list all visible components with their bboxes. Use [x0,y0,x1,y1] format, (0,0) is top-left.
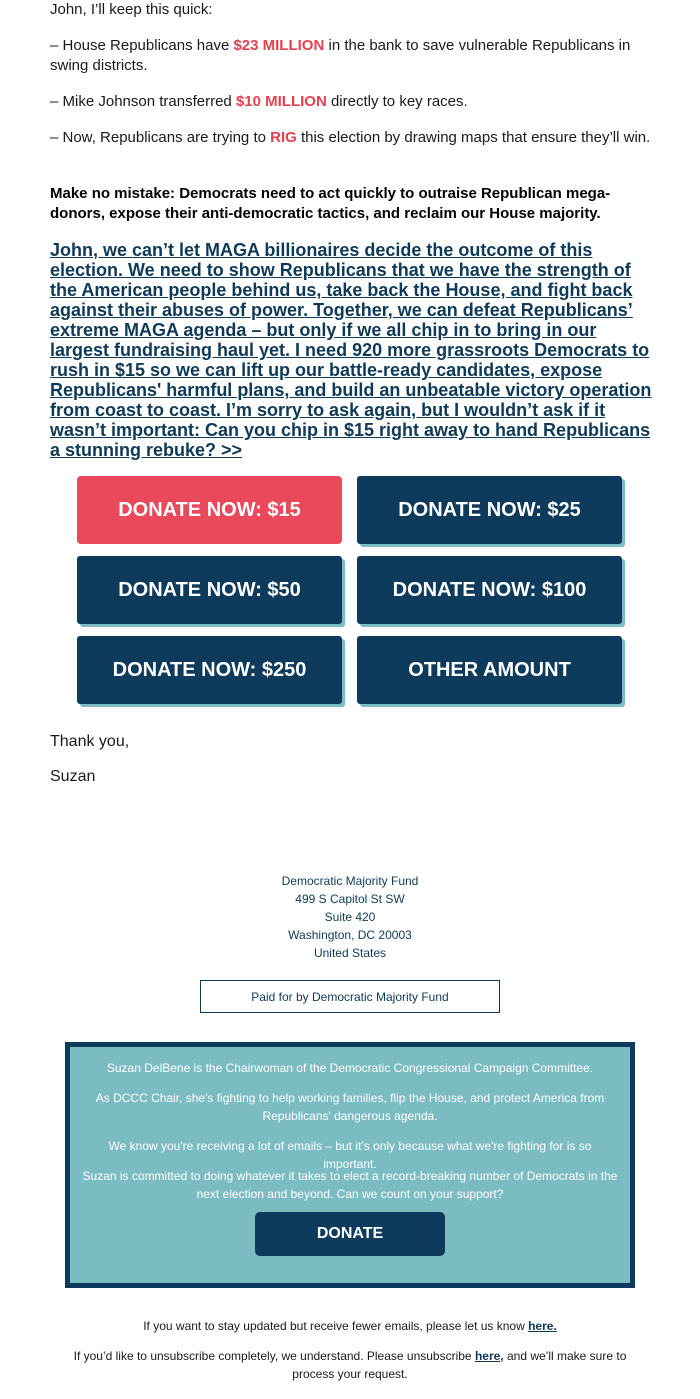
paid-for-disclaimer: Paid for by Democratic Majority Fund [200,980,500,1013]
donate-25-button[interactable]: DONATE NOW: $25 [357,476,622,544]
bullet-text: this election by drawing maps that ensure they’ll win. [296,129,651,146]
other-amount-button[interactable]: OTHER AMOUNT [357,636,622,704]
bullet-gop-cash [50,36,655,76]
bullet-text: – House Republicans have [50,37,234,54]
greeting: John, I’ll keep this quick: [50,1,213,18]
highlight-word: RIG [270,129,297,146]
bio-donate-button[interactable]: DONATE [255,1212,445,1256]
bio-line: Suzan is committed to doing whatever it takes to elect a record-breaking number of Democrats in the next election and beyond. Can we count on your support? [82,1169,618,1201]
donate-250-button[interactable]: DONATE NOW: $250 [77,636,342,704]
highlight-amount: $23 MILLION [233,37,325,54]
donate-15-button[interactable]: DONATE NOW: $15 [77,476,342,544]
bio-box [65,1042,635,1288]
bullet-text: directly to key races. [326,93,468,110]
address-org: Democratic Majority Fund [281,874,419,888]
address-city: Washington, DC 20003 [288,928,412,942]
address-country: United States [313,946,387,960]
bullet-text: – Mike Johnson transferred [50,93,236,110]
bullet-johnson-transfer [50,92,468,112]
footer-text: If you’d like to unsubscribe completely, we understand. Please unsubscribe [73,1349,475,1363]
highlight-amount: $10 MILLION [235,93,327,110]
address-suite: Suite 420 [324,910,376,924]
bullet-rig-election [50,128,650,148]
bio-line: As DCCC Chair, she's fighting to help working families, flip the House, and protect America from Republicans' dangerous agenda. [95,1091,605,1123]
unsubscribe-link[interactable]: here, [474,1349,504,1363]
unsubscribe-note [70,1347,630,1383]
signoff-thanks: Thank you, [50,733,130,750]
bullet-text: in the bank to save vulnerable Republicans in swing districts. [50,37,631,74]
signoff-name: Suzan [50,768,96,785]
footer-text: and we’ll make sure to process your request. [292,1349,627,1381]
address-street: 499 S Capitol St SW [295,892,405,906]
donate-100-button[interactable]: DONATE NOW: $100 [357,556,622,624]
bold-paragraph: Make no mistake: Democrats need to act quickly to outraise Republican mega-donors, expose their anti-democratic tactics, and reclaim our House majority. [50,185,611,222]
fewer-emails-link[interactable]: here. [528,1319,557,1333]
fewer-emails-note [0,1317,700,1335]
bullet-text: – Now, Republicans are trying to [50,129,271,146]
bio-line: Suzan DelBene is the Chairwoman of the Democratic Congressional Campaign Committee. [106,1061,594,1075]
donate-50-button[interactable]: DONATE NOW: $50 [77,556,342,624]
donate-cta-link[interactable]: John, we can’t let MAGA billionaires decide the outcome of this election. We need to show Republicans that we have the strength of the American people behind us, take back the House, and fight back against their abuses of power. Together, we can defeat Republicans’ extreme MAGA agenda – but only if we all chip in to bring in our largest fundraising haul yet. I need 920 more grassroots Democrats to rush in $15 so we can lift up our battle-ready candidates, expose Republicans' harmful plans, and build an unbeatable victory operation from coast to coast. I’m sorry to ask again, but I wouldn’t ask if it wasn’t important: Can you chip in $15 right away to hand Republicans a stunning rebuke? >> [50,240,652,460]
footer-text: If you want to stay updated but receive fewer emails, please let us know [143,1319,529,1333]
bio-line: We know you're receiving a lot of emails – but it's only because what we're fighting for is so important. [108,1139,592,1171]
